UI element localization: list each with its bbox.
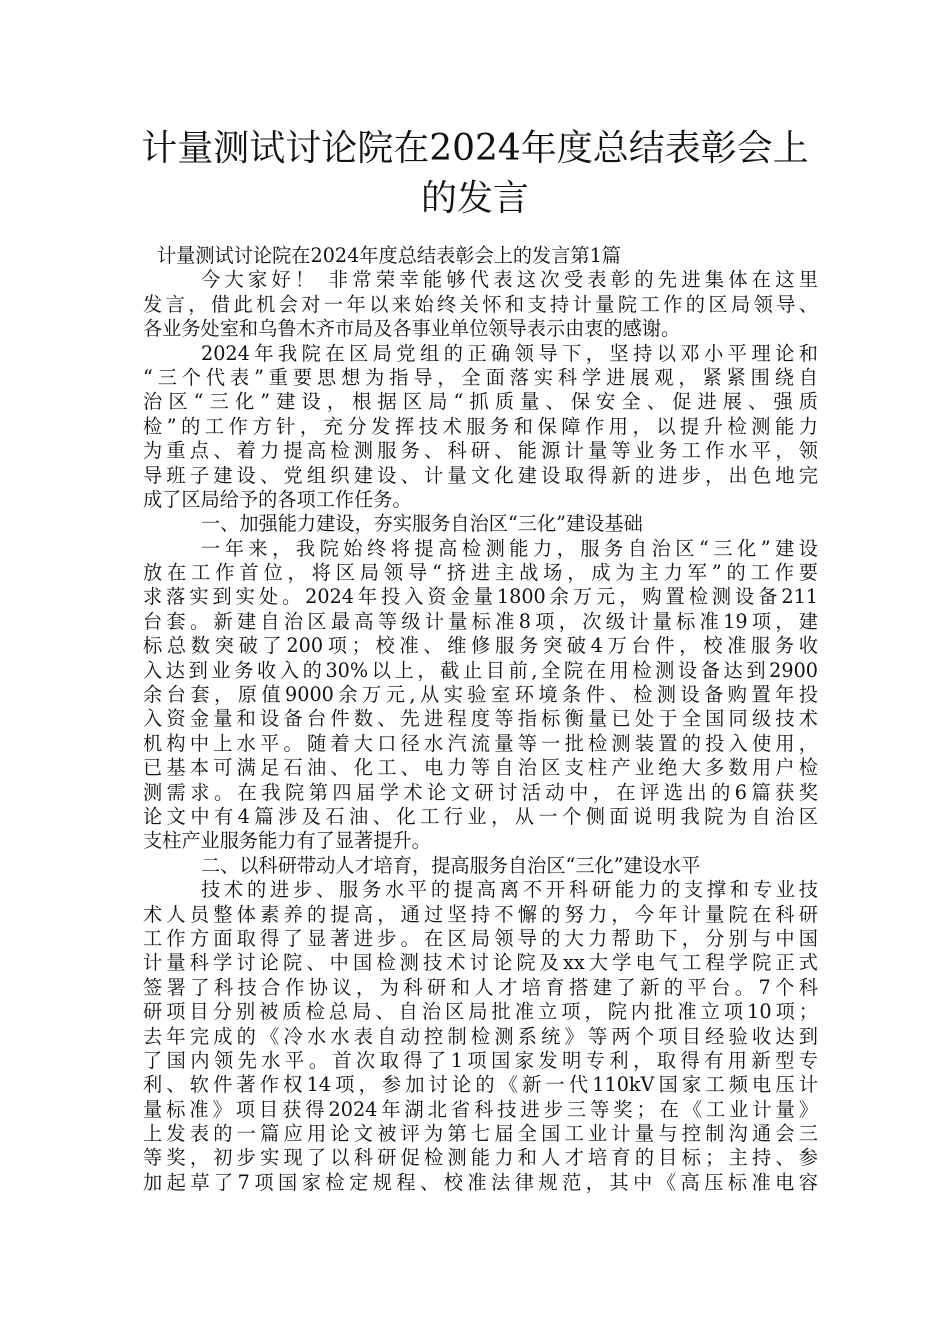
text-line: 标总数突破了200项；校准、维修服务突破4万台件，校准服务收 [143,634,818,658]
text-line: 检”的工作方针，充分发挥技术服务和保障作用，以提升检测能力 [143,414,818,438]
text-line: 量标准》项目获得2024年湖北省科技进步三等奖；在《工业计量》 [143,1097,818,1121]
section-subtitle: 计量测试讨论院在2024年度总结表彰会上的发言第1篇 [157,244,621,267]
text-line: 加起草了7项国家检定规程、校准法律规范，其中《高压标准电容 [143,1170,818,1194]
text-line: 入达到业务收入的30%以上，截止目前,全院在用检测设备达到2900 [143,658,818,682]
text-line: 论文中有4篇涉及石油、化工行业，从一个侧面说明我院为自治区 [143,804,818,828]
text-line: 研项目分别被质检总局、自治区局批准立项，院内批准立项10项； [143,1000,818,1024]
text-line: 签署了科技合作协议，为科研和人才培育搭建了新的平台。7个科 [143,975,818,999]
text-line: 一年来，我院始终将提高检测能力，服务自治区“三化”建设 [201,536,818,560]
text-line: 入资金量和设备台件数、先进程度等指标衡量已处于全国同级技术 [143,707,818,731]
text-line: 导班子建设、党组织建设、计量文化建设取得新的进步，出色地完 [143,463,818,487]
text-line: “三个代表”重要思想为指导，全面落实科学进展观，紧紧围绕自 [143,365,818,389]
text-line: 术人员整体素养的提高，通过坚持不懈的努力，今年计量院在科研 [143,902,818,926]
text-line: 去年完成的《冷水水表自动控制检测系统》等两个项目经验收达到 [143,1024,818,1048]
document-body [143,244,818,1195]
title-line-2: 的发言 [420,178,529,219]
text-line: 利、软件著作权14项，参加讨论的《新一代110kV国家工频电压计 [143,1073,818,1097]
text-line: 机构中上水平。随着大口径水汽流量等一批检测装置的投入使用， [143,731,818,755]
text-line: 求落实到实处。2024年投入资金量1800余万元，购置检测设备211 [143,585,818,609]
text-line: 余台套，原值9000余万元,从实验室环境条件、检测设备购置年投 [143,683,818,707]
text-line: 为重点、着力提高检测服务、科研、能源计量等业务工作水平，领 [143,439,818,463]
text-line: 今大家好！ 非常荣幸能够代表这次受表彰的先进集体在这里 [201,268,818,292]
text-line: 2024年我院在区局党组的正确领导下，坚持以邓小平理论和 [201,341,818,365]
text-line: 计量科学讨论院、中国检测技术讨论院及xx大学电气工程学院正式 [143,951,818,975]
text-line: 工作方面取得了显著进步。在区局领导的大力帮助下，分别与中国 [143,926,818,950]
text-line: 支柱产业服务能力有了显著提升。 [143,829,431,853]
title-line-1: 计量测试讨论院在2024年度总结表彰会上 [141,128,809,169]
text-line: 等奖，初步实现了以科研促检测能力和人才培育的目标；主持、参 [143,1146,818,1170]
text-line: 上发表的一篇应用论文被评为第七届全国工业计量与控制沟通会三 [143,1122,818,1146]
text-line: 发言，借此机会对一年以来始终关怀和支持计量院工作的区局领导、 [143,292,818,316]
text-line: 已基本可满足石油、化工、电力等自治区支柱产业绝大多数用户检 [143,756,818,780]
text-line: 放在工作首位，将区局领导“挤进主战场，成为主力军”的工作要 [143,561,818,585]
text-line: 一、加强能力建设，夯实服务自治区“三化”建设基础 [201,512,643,536]
text-line: 技术的进步、服务水平的提高离不开科研能力的支撑和专业技 [201,878,818,902]
text-line: 各业务处室和乌鲁木齐市局及各事业单位领导表示由衷的感谢。 [143,317,681,341]
text-line: 测需求。在我院第四届学术论文研讨活动中，在评选出的6篇获奖 [143,780,818,804]
text-line: 了国内领先水平。首次取得了1项国家发明专利，取得有用新型专 [143,1048,818,1072]
document-title [120,124,830,224]
text-line: 成了区局给予的各项工作任务。 [143,487,412,511]
text-line: 二、以科研带动人才培育，提高服务自治区“三化”建设水平 [201,853,701,877]
text-line: 治区“三化”建设，根据区局“抓质量、保安全、促进展、强质 [143,390,818,414]
text-line: 台套。新建自治区最高等级计量标准8项，次级计量标准19项，建 [143,609,818,633]
